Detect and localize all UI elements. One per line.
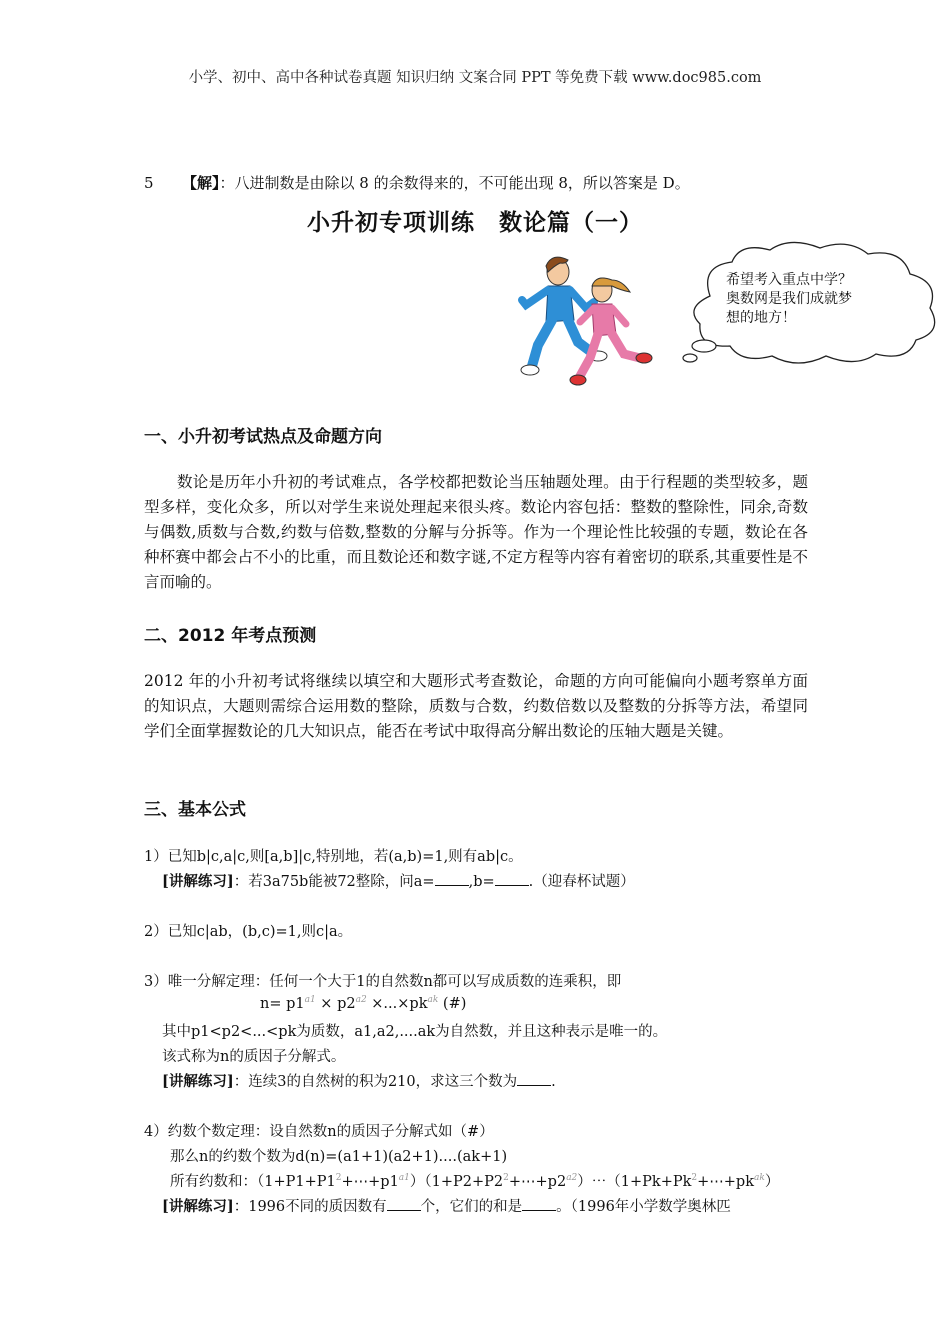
formula-1: 1）已知b|c,a|c,则[a,b]|c,特别地，若(a,b)=1,则有ab|c。 xyxy=(144,849,523,865)
exercise-tag: [讲解练习] xyxy=(162,1198,234,1215)
girl-figure xyxy=(570,278,652,385)
bubble-line-1: 希望考入重点中学？ xyxy=(726,272,852,288)
exercise-tag: [讲解练习] xyxy=(162,873,234,890)
divisor-sum-formula: 所有约数和：$(1+P1+P1^2+\cdots+p1^{a1})(1+P2+P2^2+\cdots+p2^{a2})\cdots(1+Pk+Pk^2+\cdots+pk^{ak})$ xyxy=(170,1173,780,1190)
bubble-text xyxy=(726,271,896,328)
formula-4: 4）约数个数定理：设自然数n的质因子分解式如（#） xyxy=(144,1124,494,1140)
section3-heading: 三、基本公式 xyxy=(144,800,246,820)
answer-blank xyxy=(435,872,469,886)
section1-body: 数论是历年小升初的考试难点，各学校都把数论当压轴题处理。由于行程题的类型较多，题型多样，变化众多，所以对学生来说处理起来很头疼。数论内容包括：整数的整除性，同余,奇数与偶数,质数与合数,约数与倍数,整数的分解与分拆等。作为一个理论性比较强的专题，数论在各种杯赛中都会占不小的比重，而且数论还和数字谜,不定方程等内容有着密切的联系,其重要性是不言而喻的。 xyxy=(144,473,808,591)
bubble-line-3: 想的地方！ xyxy=(726,310,796,326)
answer-text: ：八进制数是由除以 8 的余数得来的，不可能出现 8，所以答案是 D。 xyxy=(219,174,690,192)
formula-2: 2）已知c|ab，(b,c)=1,则c|a。 xyxy=(144,924,353,940)
formula-3-line2: 其中p1<p2<...<pk为质数，a1,a2,....ak为自然数，并且这种表示是唯一的。 xyxy=(162,1024,668,1040)
exercise-tag: [讲解练习] xyxy=(162,1073,234,1090)
formula-4-line2: 那么n的约数个数为d(n)=(a1+1)(a2+1)....(ak+1) xyxy=(170,1149,508,1165)
page-header: 小学、初中、高中各种试卷真题 知识归纳 文案合同 PPT 等免费下载 www.doc985.com xyxy=(188,70,762,86)
answer-blank xyxy=(522,1197,556,1211)
section2-heading: 二、2012 年考点预测 xyxy=(144,626,317,646)
previous-answer xyxy=(144,172,690,193)
bubble-line-2: 奥数网是我们成就梦 xyxy=(726,291,852,307)
page-title xyxy=(0,204,950,237)
section2-body: 2012 年的小升初考试将继续以填空和大题形式考查数论，命题的方向可能偏向小题考察单方面的知识点，大题则需综合运用数的整除，质数与合数，约数倍数以及整数的分拆等方法，希望同学们全面掌握数论的几大知识点，能否在考试中取得高分解出数论的压轴大题是关键。 xyxy=(144,672,808,740)
title-part2: 数论篇（一） xyxy=(499,210,643,236)
formula-3: 3）唯一分解定理：任何一个大于1的自然数n都可以写成质数的连乘积，即 xyxy=(144,974,622,990)
answer-blank xyxy=(517,1072,551,1086)
formula-3-exercise: [讲解练习]：连续3的自然树的积为210，求这三个数为 . xyxy=(162,1073,556,1090)
formula-1-exercise: [讲解练习]：若3a75b能被72整除，问a= ,b= .（迎春杯试题） xyxy=(162,873,635,890)
answer-blank xyxy=(387,1197,421,1211)
factorization-formula: $n= p1^{a1} \times p2^{a2} \times...\times pk^{ak}$ (#) xyxy=(260,995,467,1012)
formula-4-exercise: [讲解练习]：1996不同的质因数有 个，它们的和是 。（1996年小学数学奥林匹 xyxy=(162,1198,731,1215)
answer-tag: 【解】 xyxy=(182,174,220,192)
answer-blank xyxy=(495,872,529,886)
formula-3-line3: 该式称为n的质因子分解式。 xyxy=(162,1049,346,1065)
section1-heading: 一、小升初考试热点及命题方向 xyxy=(144,427,382,447)
running-kids-illustration xyxy=(508,250,658,390)
title-part1: 小升初专项训练 xyxy=(307,210,475,236)
answer-number: 5 xyxy=(144,174,154,192)
